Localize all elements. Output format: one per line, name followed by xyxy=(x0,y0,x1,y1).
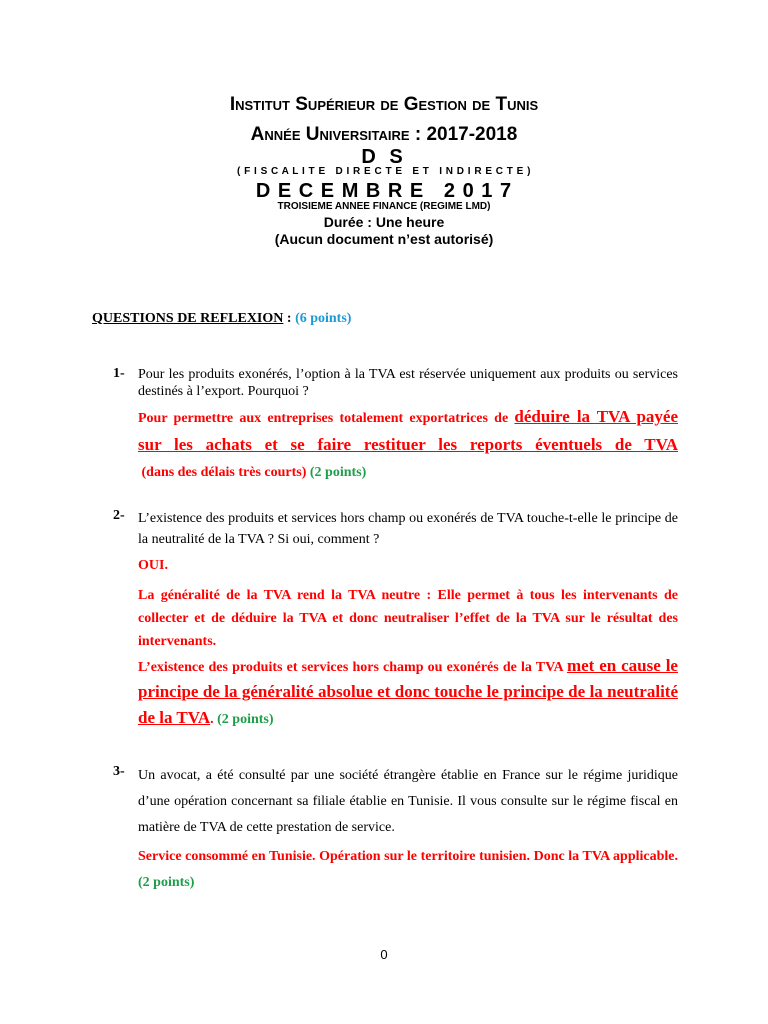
section-heading xyxy=(92,311,351,327)
answer-points: (2 points) xyxy=(309,465,367,480)
question-text: Pour les produits exonérés, l’option à la TVA est réservée uniquement aux produits ou services destinés à l’export. Pourquoi ? xyxy=(138,367,678,399)
exam-rules: (Aucun document n’est autorisé) xyxy=(274,231,494,247)
section-colon: : xyxy=(283,311,296,326)
exam-subject: ( F I S C A L I T E D I R E C T E E T I N D I R E C T E ) xyxy=(237,166,531,177)
section-title: QUESTIONS DE REFLEXION xyxy=(92,311,284,326)
answer-part: Service consommé en Tunisie. Opération sur le territoire tunisien. Donc la TVA applicable. xyxy=(138,849,682,864)
academic-year: Année Universitaire : 2017-2018 xyxy=(250,124,518,145)
exam-date: D E C E M B R E 2 0 1 7 xyxy=(255,180,513,202)
answer-text xyxy=(138,844,682,896)
question-text: Un avocat, a été consulté par une société étrangère établie en France sur le régime juridique d’une opération concernant sa filiale établie en Tunisie. Il vous consulte sur le régime fiscal en matière de TVA de cette prestation de service. xyxy=(138,768,678,835)
section-points: (6 points) xyxy=(295,311,352,326)
answer-part: L’existence des produits et services hors champ ou exonérés de la TVA xyxy=(138,660,567,675)
answer-text xyxy=(138,404,678,486)
question-number: 2- xyxy=(113,508,125,523)
question-number: 1- xyxy=(113,366,125,381)
answer-part: (dans des délais très courts) xyxy=(138,465,310,480)
answer-part: Pour permettre aux entreprises totalement exportatrices de xyxy=(138,411,515,426)
page-number: 0 xyxy=(380,947,388,962)
answer-part: . xyxy=(210,712,218,727)
exam-duration: Durée : Une heure xyxy=(323,214,445,230)
answer-text xyxy=(138,654,678,732)
exam-type: D S xyxy=(361,146,407,168)
answer-points: (2 points) xyxy=(217,712,274,727)
answer-points: (2 points) xyxy=(138,875,195,890)
class-level: TROISIEME ANNEE FINANCE (REGIME LMD) xyxy=(277,201,491,212)
answer-text: La généralité de la TVA rend la TVA neutre : Elle permet à tous les intervenants de collecter et de déduire la TVA et donc neutraliser l’effet de la TVA sur le résultat des intervenants. xyxy=(138,588,678,649)
answer-highlight: déduire la TVA payée sur les achats et se faire restituer les reports éventuels de TVA xyxy=(138,407,679,454)
answer-highlight: met en cause le principe de la généralité absolue et donc touche le principe de la neutralité de la TVA xyxy=(138,656,678,727)
question-text: L’existence des produits et services hors champ ou exonérés de TVA touche-t-elle le principe de la neutralité de la TVA ? Si oui, comment ? xyxy=(138,511,678,547)
institute-title: Institut Supérieur de Gestion de Tunis xyxy=(229,94,539,115)
answer-yes: OUI. xyxy=(138,558,168,573)
question-number: 3- xyxy=(113,764,125,779)
